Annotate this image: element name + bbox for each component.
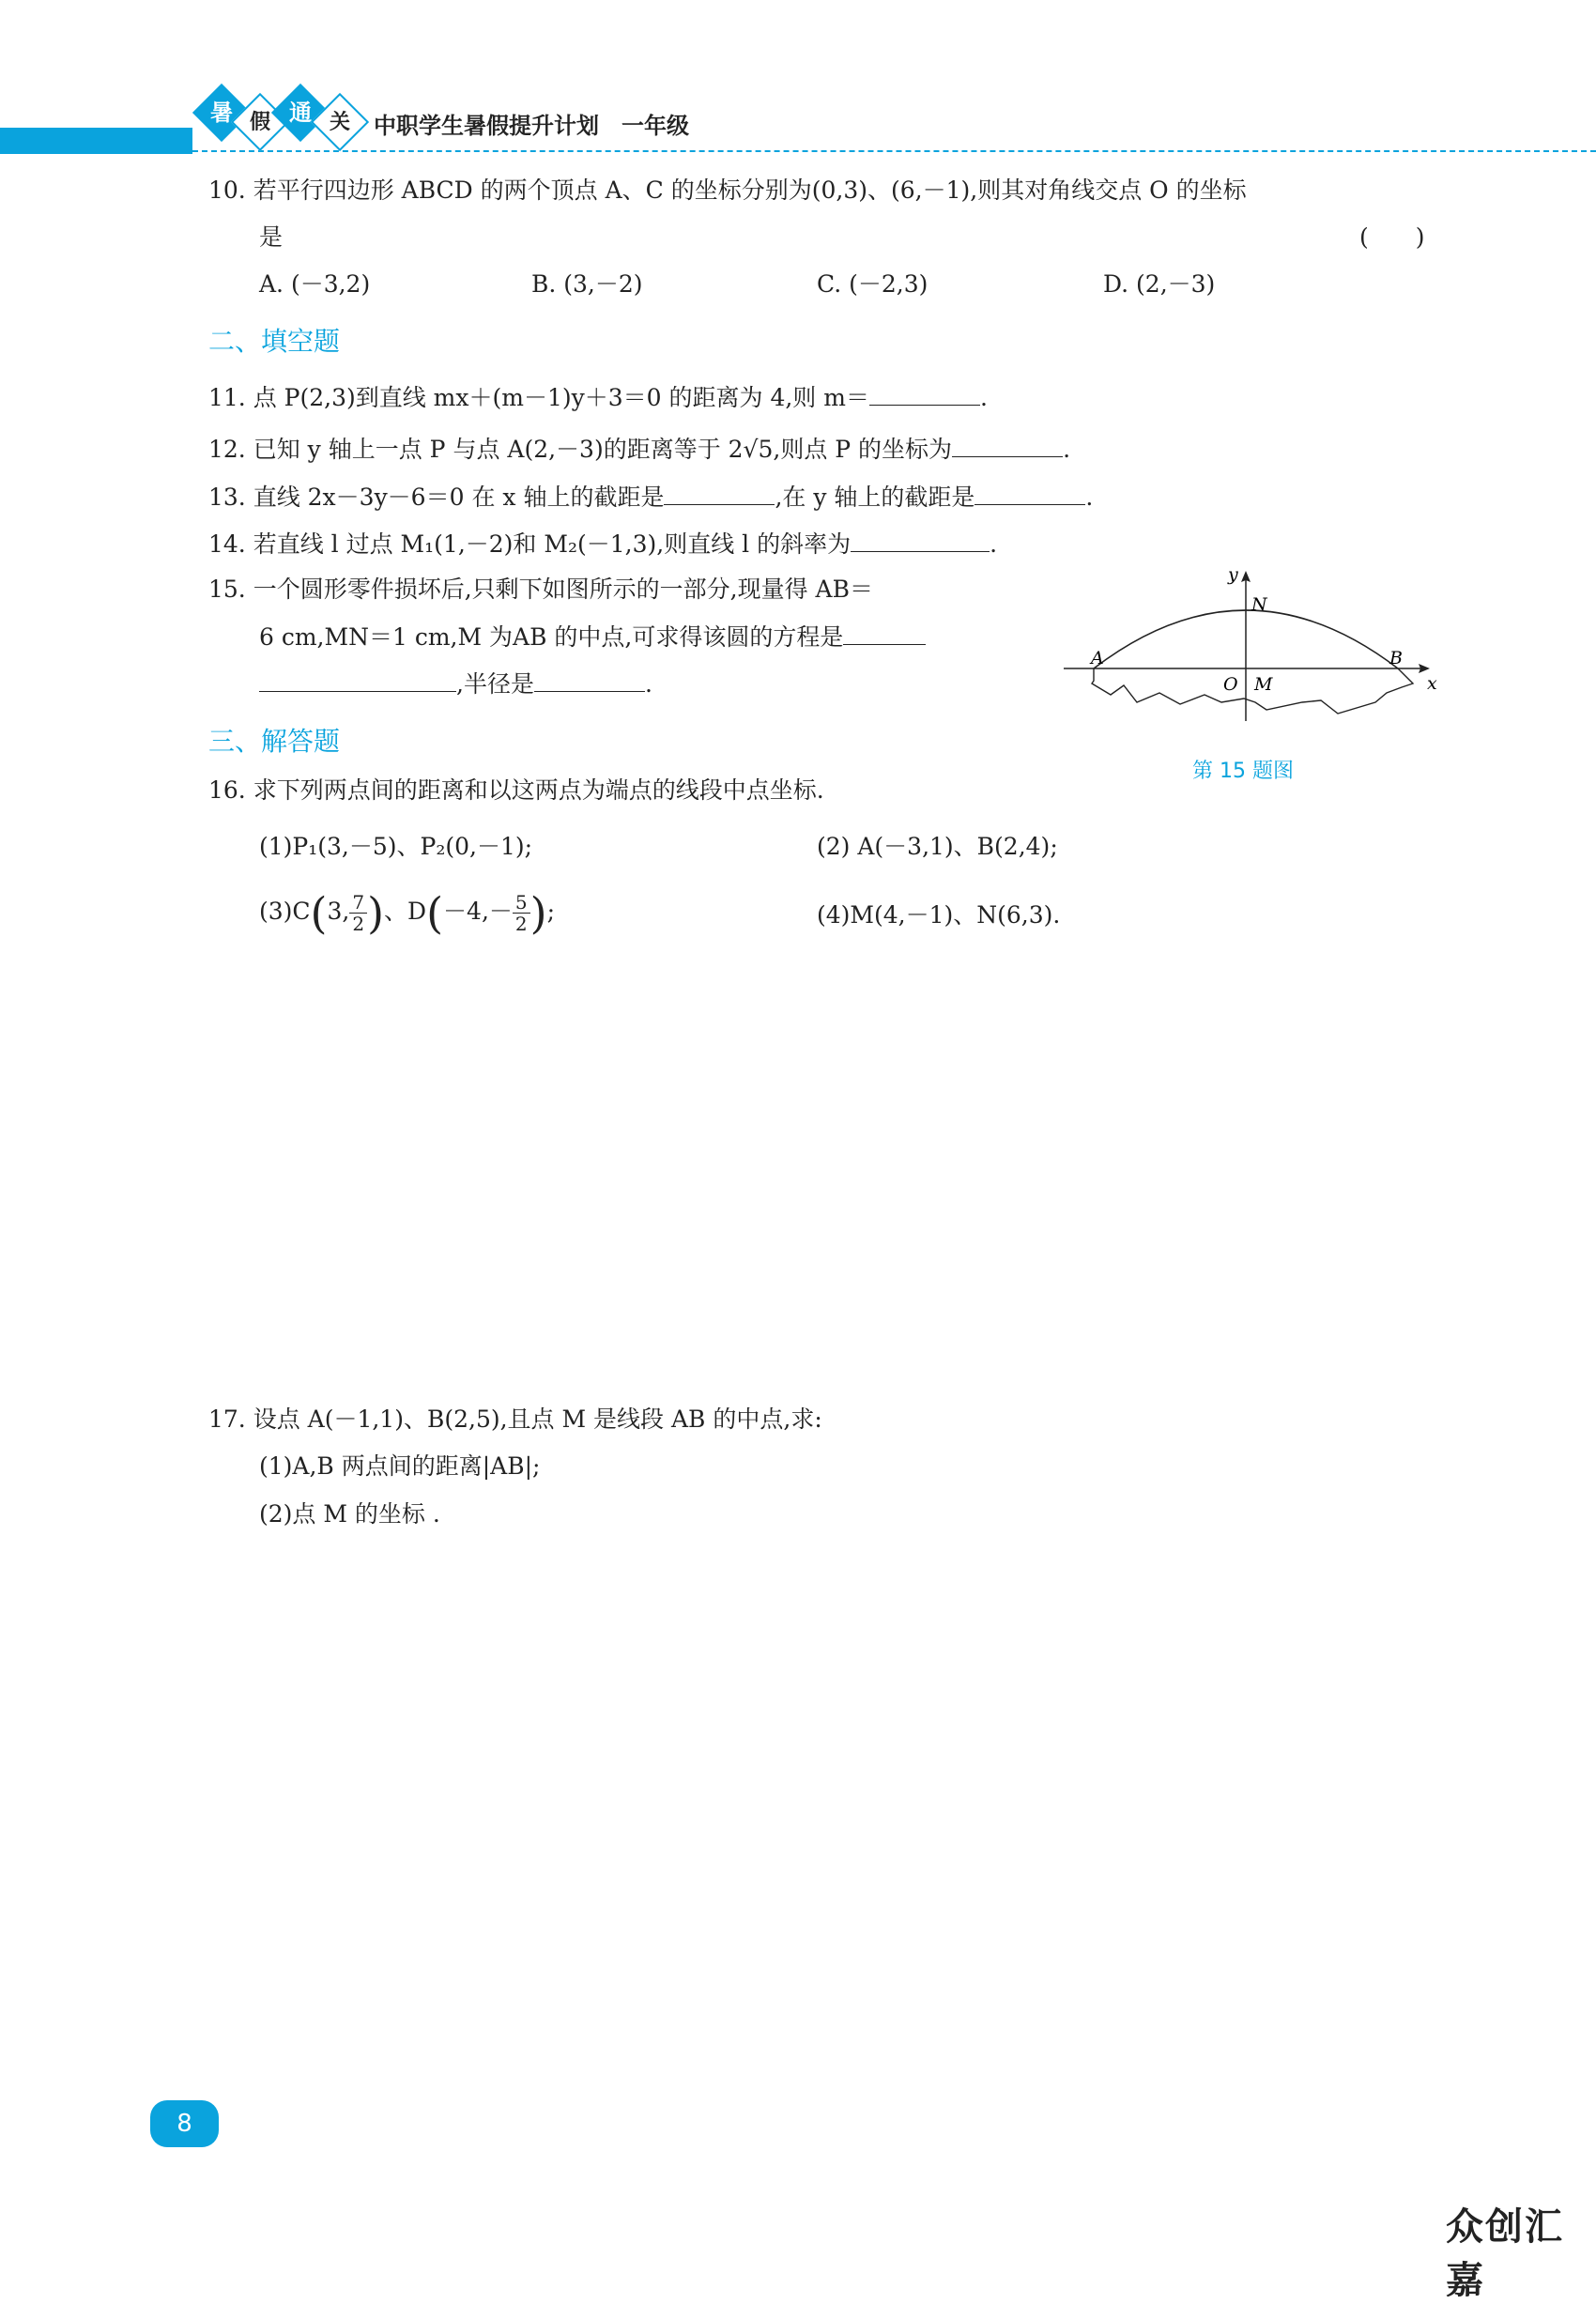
- q11-blank[interactable]: [869, 380, 980, 406]
- q10-option-a: A. (－3,2): [259, 270, 371, 298]
- figure-15: [1056, 563, 1441, 751]
- q10-answer-paren: ( ): [1359, 223, 1425, 251]
- label-y: y: [1228, 564, 1238, 585]
- header-dashed-line: [192, 150, 1596, 152]
- q10-line2: 是: [259, 223, 284, 251]
- q11: [208, 380, 988, 414]
- q14: [208, 527, 997, 561]
- q16-p3-d-fraction: [513, 892, 530, 934]
- q13: [208, 480, 1093, 514]
- q17-stem: 17. 设点 A(－1,1)、B(2,5),且点 M 是线段 AB 的中点,求:: [208, 1405, 822, 1433]
- watermark: 众创汇嘉: [1446, 2205, 1564, 2302]
- q11-text: 11. 点 P(2,3)到直线 mx＋(m－1)y＋3＝0 的距离为 4,则 m＝: [208, 384, 869, 411]
- brand-char-3: 通: [289, 99, 312, 126]
- q15-line3-mid: ,半径是: [456, 670, 534, 698]
- q16-p3-c-num: 7: [349, 892, 367, 914]
- q15-blank-eq-a[interactable]: [843, 620, 926, 645]
- q16-p3-c-den: 2: [352, 913, 365, 935]
- q16-p3-end: ;: [546, 898, 556, 925]
- q17-part1: (1)A,B 两点间的距离|AB|;: [259, 1452, 541, 1480]
- q16-p3-c-first: 3,: [327, 898, 350, 925]
- q15-end: .: [644, 670, 652, 698]
- q15-line2-text: 6 cm,MN＝1 cm,M 为AB 的中点,可求得该圆的方程是: [259, 623, 844, 651]
- q16-p3-paren-close-c: ): [367, 887, 385, 939]
- q12-text: 12. 已知 y 轴上一点 P 与点 A(2,－3)的距离等于 2√5,则点 P 的坐标为: [208, 436, 953, 463]
- q16-part3: [259, 887, 556, 939]
- q16-p3-prefix: (3)C: [259, 898, 311, 925]
- section-solve-title: 三、解答题: [208, 726, 341, 757]
- q16-stem: 16. 求下列两点间的距离和以这两点为端点的线段中点坐标.: [208, 776, 824, 804]
- q10-option-c: C. (－2,3): [817, 270, 928, 298]
- q17-part2: (2)点 M 的坐标 .: [259, 1500, 440, 1528]
- q16-part4: (4)M(4,－1)、N(6,3).: [817, 901, 1061, 929]
- q13-blank-x[interactable]: [664, 480, 775, 505]
- q16-p3-paren-open-d: (: [426, 887, 444, 939]
- brand-char-4: 关: [329, 110, 350, 134]
- q12-end: .: [1063, 436, 1071, 463]
- q16-p3-d-den: 2: [514, 913, 528, 935]
- q10-line1: 10. 若平行四边形 ABCD 的两个顶点 A、C 的坐标分别为(0,3)、(6,－1),则其对角线交点 O 的坐标: [208, 177, 1247, 204]
- q15-line1: 15. 一个圆形零件损坏后,只剩下如图所示的一部分,现量得 AB＝: [208, 576, 873, 603]
- brand-char-1: 暑: [210, 99, 233, 126]
- page-number: 8: [176, 2110, 192, 2138]
- q13-blank-y[interactable]: [974, 480, 1085, 505]
- q16-p3-mid: 、D: [384, 898, 427, 925]
- q13-text1: 13. 直线 2x－3y－6＝0 在 x 轴上的截距是: [208, 484, 665, 511]
- q14-text: 14. 若直线 l 过点 M₁(1,－2)和 M₂(－1,3),则直线 l 的斜率为: [208, 530, 852, 558]
- q15-line3: [259, 667, 652, 700]
- q16-p3-paren-open-c: (: [310, 887, 328, 939]
- q11-end: .: [979, 384, 988, 411]
- q16-part1: (1)P₁(3,－5)、P₂(0,－1);: [259, 833, 533, 860]
- q13-text2: ,在 y 轴上的截距是: [775, 484, 975, 511]
- brand-char-2: 假: [249, 110, 270, 134]
- label-b: B: [1389, 648, 1403, 668]
- broken-edge: [1092, 668, 1413, 714]
- q10-option-d: D. (2,－3): [1103, 270, 1216, 298]
- q14-blank[interactable]: [851, 527, 990, 552]
- label-n: N: [1251, 594, 1267, 615]
- label-o: O: [1223, 674, 1238, 695]
- label-a: A: [1091, 648, 1104, 668]
- q16-p3-d-num: 5: [513, 892, 530, 914]
- figure-15-caption: 第 15 题图: [1192, 760, 1294, 783]
- section-fill-in-title: 二、填空题: [208, 326, 341, 357]
- label-x: x: [1427, 673, 1437, 694]
- q13-end: .: [1085, 484, 1094, 511]
- q15-blank-radius[interactable]: [534, 667, 645, 692]
- q16-p3-paren-close-d: ): [529, 887, 547, 939]
- q16-p3-c-fraction: [349, 892, 367, 934]
- q14-end: .: [990, 530, 998, 558]
- q10-option-b: B. (3,－2): [531, 270, 643, 298]
- header-subtitle: 中职学生暑假提升计划 一年级: [374, 113, 689, 139]
- header-band: [0, 128, 192, 154]
- q12: [208, 432, 1070, 466]
- q16-part2: (2) A(－3,1)、B(2,4);: [817, 833, 1058, 860]
- label-m: M: [1254, 674, 1273, 695]
- q15-blank-eq-b[interactable]: [259, 667, 456, 692]
- q16-p3-d-first: －4,－: [443, 898, 513, 925]
- q15-line2: [259, 620, 926, 653]
- q12-blank[interactable]: [952, 432, 1063, 457]
